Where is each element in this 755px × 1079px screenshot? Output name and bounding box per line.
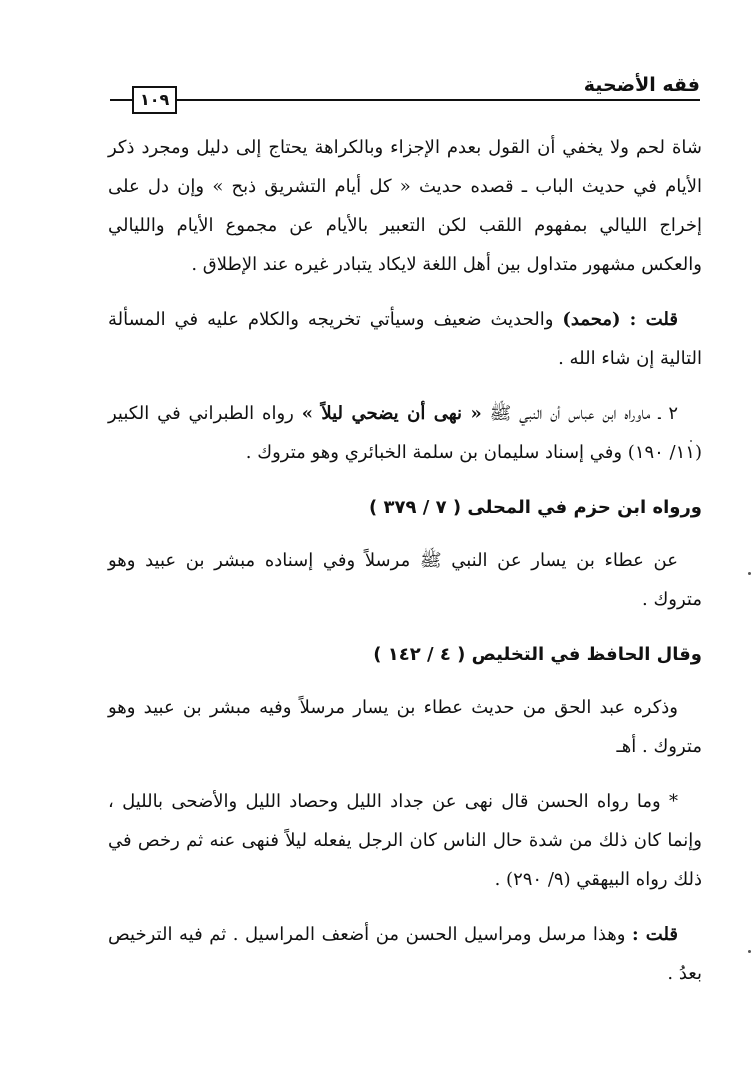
hadith-quote: « نهى أن يضحي ليلاً » <box>301 403 482 424</box>
paragraph-7-text: وهذا مرسل ومراسيل الحسن من أضعف المراسيل . ثم فيه الترخيص بعدُ . <box>108 924 702 984</box>
paragraph-3-start: ٢ ـ ماوراه ابن عباس أن النبي ﷺ <box>489 403 679 424</box>
page-number: ١٠٩ <box>132 86 177 114</box>
paragraph-7 <box>108 915 702 993</box>
book-title: فقه الأضحية <box>583 74 700 96</box>
paragraph-4: عن عطاء بن يسار عن النبي ﷺ مرسلاً وفي إسناده مبشر بن عبيد وهو متروك . <box>108 550 702 610</box>
author-name: (محمد) <box>562 309 621 330</box>
page-header <box>110 72 700 112</box>
paragraph-1: شاة لحم ولا يخفي أن القول بعدم الإجزاء وبالكراهة يحتاج إلى دليل ومجرد ذكر الأيام في حديث الباب ـ قصده حديث « كل أيام التشريق ذبح » وإن دل على إخراج الليالي بمفهوم اللقب لكن التعبير بالأيام عن مجموع الأيام والليالي والعكس مشهور متداول بين أهل اللغة لايكاد يتبادر غيره عند الإطلاق . <box>108 137 702 275</box>
paragraph-6: * وما رواه الحسن قال نهى عن جداد الليل وحصاد الليل والأضحى بالليل ، وإنما كان ذلك من شدة حال الناس كان الرجل يفعله ليلاً فنهى عنه ثم رخص في ذلك رواه البيهقي (٩/ ٢٩٠) . <box>108 791 702 890</box>
note-lead: قلت : <box>629 309 678 330</box>
paragraph-5: وذكره عبد الحق من حديث عطاء بن يسار مرسلاً وفيه مبشر بن عبيد وهو متروك . أهـ <box>108 697 702 757</box>
paragraph-3 <box>108 394 702 472</box>
paragraph-2 <box>108 300 702 378</box>
scan-speck <box>748 572 751 575</box>
heading-al-hafiz: وقال الحافظ في التخليص ( ٤ / ١٤٢ ) <box>373 644 702 665</box>
header-rule <box>110 99 700 101</box>
scan-speck <box>748 950 751 953</box>
heading-ibn-hazm: ورواه ابن حزم في المحلى ( ٧ / ٣٧٩ ) <box>369 497 702 518</box>
scan-speck <box>690 440 692 442</box>
paragraph-3-end: رواه الطبراني في الكبير (١١/ ١٩٠) وفي إسناد سليمان بن سلمة الخبائري وهو متروك . <box>108 403 702 463</box>
page-body <box>108 128 702 1009</box>
paragraph-2-text: والحديث ضعيف وسيأتي تخريجه والكلام عليه في المسألة التالية إن شاء الله . <box>108 309 702 369</box>
note-lead-2: قلت : <box>632 924 679 945</box>
